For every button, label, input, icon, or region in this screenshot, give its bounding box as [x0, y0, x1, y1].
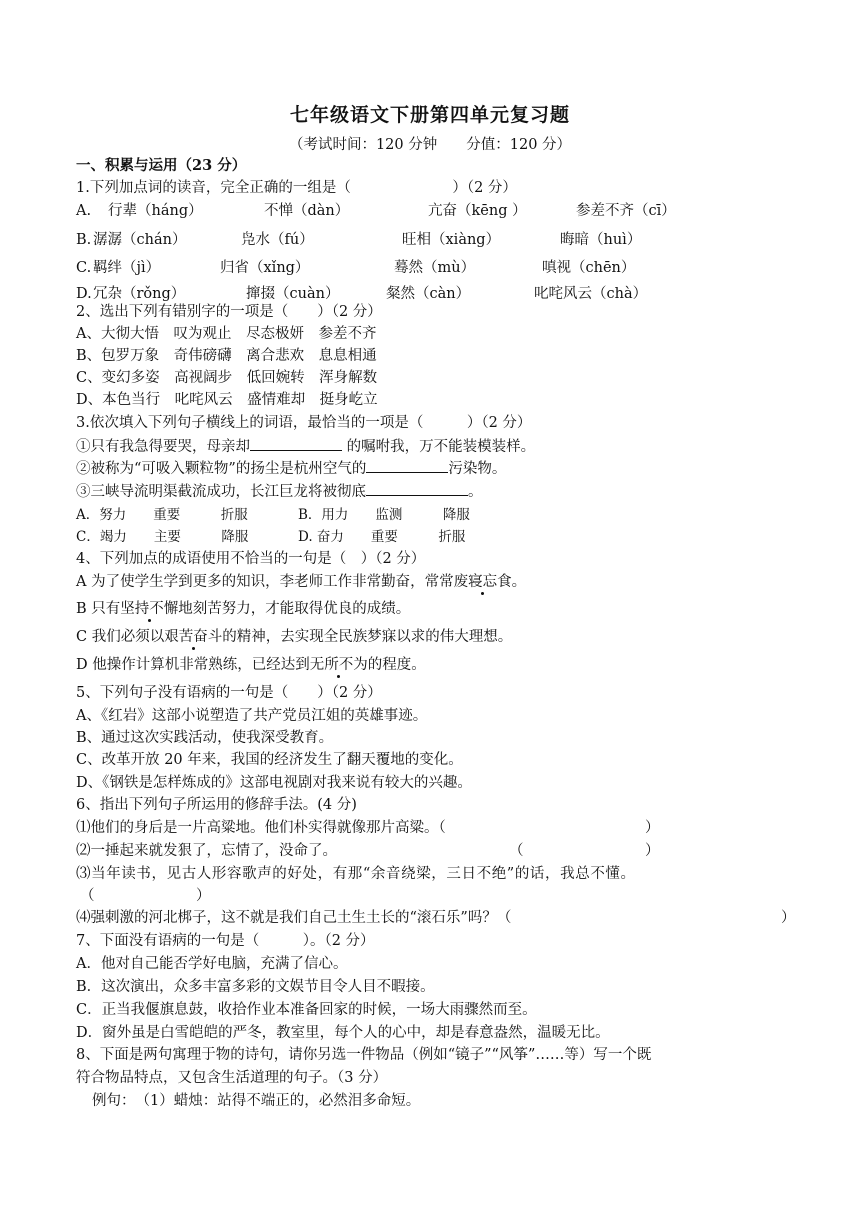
q1-stem: 1.下列加点词的读音，完全正确的一组是（ ）（2 分）: [76, 180, 517, 196]
q3-option-b: B．用力 监测 降服: [298, 507, 470, 523]
q3-option-a: A．努力 重要 折服: [76, 507, 248, 523]
q3-sentence-2: ②被称为“可吸入颗粒物”的扬尘是杭州空气的 污染物。: [76, 458, 506, 479]
dotted-idiom: 无所不为: [309, 657, 368, 673]
q4-stem: 4、下列加点的成语使用不恰当的一句是（ ）（2 分）: [76, 551, 426, 567]
q4-option-d: D 他操作计算机非常熟练，已经达到无所不为的程度。: [76, 657, 426, 673]
q7-option-a: A．他对自己能否学好电脑，充满了信心。: [76, 956, 348, 972]
q3-option-d: D. 奋力 重要 折服: [298, 529, 466, 545]
q3-stem: 3.依次填入下列句子横线上的词语，最恰当的一项是（ ）（2 分）: [76, 415, 532, 431]
open-paren: （: [509, 843, 524, 859]
q7-option-c: C．正当我偃旗息鼓，收拾作业本准备回家的时候，一场大雨骤然而至。: [76, 1002, 537, 1018]
q4-option-b: B 只有坚持不懈地刻苦努力，才能取得优良的成绩。: [76, 601, 411, 617]
close-paren: ）: [781, 910, 796, 926]
q7-option-b: B．这次演出，众多丰富多彩的文娱节目令人目不暇接。: [76, 979, 435, 995]
q7-option-d: D．窗外虽是白雪皑皑的严冬，教室里，每个人的心中，却是春意盎然，温暖无比。: [76, 1025, 610, 1041]
q4-option-c: C 我们必须以艰苦奋斗的精神，去实现全民族梦寐以求的伟大理想。: [76, 629, 513, 645]
q8-stem-line-1: 8、下面是两句寓理于物的诗句，请你另选一件物品（例如“镜子”“风筝”……等）写一个既: [76, 1047, 652, 1063]
answer-blank[interactable]: [250, 436, 342, 451]
q7-stem: 7、下面没有语病的一句是（ ）。（2 分）: [76, 933, 375, 949]
open-paren: （: [80, 888, 95, 904]
q3-option-c: C．竭力 主要 降服: [76, 529, 249, 545]
q3-sentence-3: ③三峡导流明渠截流成功，长江巨龙将被彻底 。: [76, 481, 483, 502]
exam-info: （考试时间：120 分钟 分值：120 分）: [288, 137, 572, 153]
q5-option-d: D、《钢铁是怎样炼成的》这部电视剧对我来说有较大的兴趣。: [76, 775, 472, 791]
dotted-idiom: 坚持不懈: [120, 601, 179, 617]
close-paren: ）: [196, 888, 211, 904]
q2-option-a: A、大彻大悟 叹为观止 尽态极妍 参差不齐: [76, 326, 377, 342]
q4-option-a: A 为了使学生学到更多的知识，李老师工作非常勤奋，常常废寝忘食。: [76, 574, 527, 590]
q2-stem: 2、选出下列有错别字的一项是（ ）（2 分）: [76, 304, 382, 320]
q6-item-2: ⑵一捶起来就发狠了，忘情了，没命了。: [76, 843, 337, 859]
q2-option-c: C、变幻多姿 高视阔步 低回婉转 浑身解数: [76, 370, 378, 386]
q3-sentence-1: ①只有我急得要哭，母亲却 的嘱咐我，万不能装模装样。: [76, 436, 535, 457]
q8-example: 例句： （1）蜡烛：站得不端正的，必然泪多命短。: [92, 1093, 421, 1109]
q6-item-3: ⑶当年读书，见古人形容歌声的好处，有那“余音绕梁，三日不绝”的话，我总不懂。: [76, 866, 636, 882]
q6-item-4: ⑷强刺激的河北梆子，这不就是我们自己土生土长的“滚石乐”吗？（: [76, 910, 512, 926]
q2-option-d: D、本色当行 叱咤风云 盛情难却 挺身屹立: [76, 392, 378, 408]
q5-option-c: C、改革开放 20 年来，我国的经济发生了翻天覆地的变化。: [76, 752, 463, 768]
page-title: 七年级语文下册第四单元复习题: [289, 104, 570, 126]
close-paren: ）: [645, 843, 660, 859]
q2-option-b: B、包罗万象 奇伟磅礴 离合悲欢 息息相通: [76, 348, 377, 364]
exam-page: 七年级语文下册第四单元复习题 （考试时间：120 分钟 分值：120 分） 一、积累与运用（23 分） 1.下列加点词的读音，完全正确的一组是（ ）（2 分） A. 行辈（háng） 不惮（dàn） 亢奋（kēng ） 参差不齐（cī） B. 潺潺（chán） 凫水（fú） 旺相（xiàng） 晦暗（huì） C. 羁绊（jì） 归省（xǐng） 蓦然（mù） 嗔视（chēn） D. 冗杂（rǒng） 撺掇（cuàn） 粲然（càn） 叱咤风云（chà） 2、选出下列有错别字的一项是（ ）（2 分） A、大彻大悟 叹为观止 尽态极妍 参差不齐 B、包罗万象 奇伟磅礴 离合悲欢 息息相通 C、变幻多姿 高视阔步 低回婉转 浑身解数 D、本色当行 叱咤风云 盛情难却 挺身屹立 3.依次填入下列句子横线上的词语，最恰当的一项是（ ）（2 分） ①只有我急得要哭，母亲却 的嘱咐我，万不能装模装样。 ②被称为“可吸入颗粒物”的扬尘是杭州空气的 污染物。 ③三峡导流明渠截流成功，长江巨龙将被彻底 。 A．努力 重要 折服 B．用力 监测 降服 C．竭力 主要 降服 D. 奋力 重要 折服 4、下列加点的成语使用不恰当的一句是（ ）（2 分） A 为了使学生学到更多的知识，李老师工作非常勤奋，常常废寝忘食。 B 只有坚持不懈地刻苦努力，才能取得优良的成绩。 C 我们必须以艰苦奋斗的精神，去实现全民族梦寐以求的伟大理想。 D 他操作计算机非常熟练，已经达到无所不为的程度。 5、下列句子没有语病的一句是（ ）（2 分） A、《红岩》这部小说塑造了共产党员江姐的英雄事迹。 B、通过这次实践活动，使我深受教育。 C、改革开放 20 年来，我国的经济发生了翻天覆地的变化。 D、《钢铁是怎样炼成的》这部电视剧对我来说有较大的兴趣。 6、指出下列句子所运用的修辞手法。(4 分) ⑴他们的身后是一片高粱地。他们朴实得就像那片高粱。（ ） ⑵一捶起来就发狠了，忘情了，没命了。 （ ） ⑶当年读书，见古人形容歌声的好处，有那“余音绕梁，三日不绝”的话，我总不懂。 （ ） ⑷强刺激的河北梆子，这不就是我们自己土生土长的“滚石乐”吗？（ ） 7、下面没有语病的一句是（ ）。（2 分） A．他对自己能否学好电脑，充满了信心。 B．这次演出，众多丰富多彩的文娱节目令人目不暇接。 C．正当我偃旗息鼓，收拾作业本准备回家的时候，一场大雨骤然而至。 D．窗外虽是白雪皑皑的严冬，教室里，每个人的心中，却是春意盎然，温暖无比。 8、下面是两句寓理于物的诗句，请你另选一件物品（例如“镜子”“风筝”……等）写一个既 符合物品特点，又包含生活道理的句子。（3 分） 例句： （1）蜡烛：站得不端正的，必然泪多命短。: [0, 0, 860, 1216]
dotted-idiom: 废寝忘食: [453, 574, 512, 590]
q8-stem-line-2: 符合物品特点，又包含生活道理的句子。（3 分）: [76, 1070, 388, 1086]
q5-option-b: B、通过这次实践活动，使我深受教育。: [76, 730, 334, 746]
close-paren: ）: [645, 820, 660, 836]
q6-item-1: ⑴他们的身后是一片高粱地。他们朴实得就像那片高粱。（: [76, 820, 446, 836]
q6-stem: 6、指出下列句子所运用的修辞手法。(4 分): [76, 797, 357, 813]
answer-blank[interactable]: [366, 458, 448, 473]
section-heading: 一、积累与运用（23 分）: [76, 157, 247, 174]
q5-stem: 5、下列句子没有语病的一句是（ ）（2 分）: [76, 685, 382, 701]
dotted-idiom: 艰苦奋斗: [164, 629, 223, 645]
answer-blank[interactable]: [366, 481, 468, 496]
q5-option-a: A、《红岩》这部小说塑造了共产党员江姐的英雄事迹。: [76, 708, 428, 724]
